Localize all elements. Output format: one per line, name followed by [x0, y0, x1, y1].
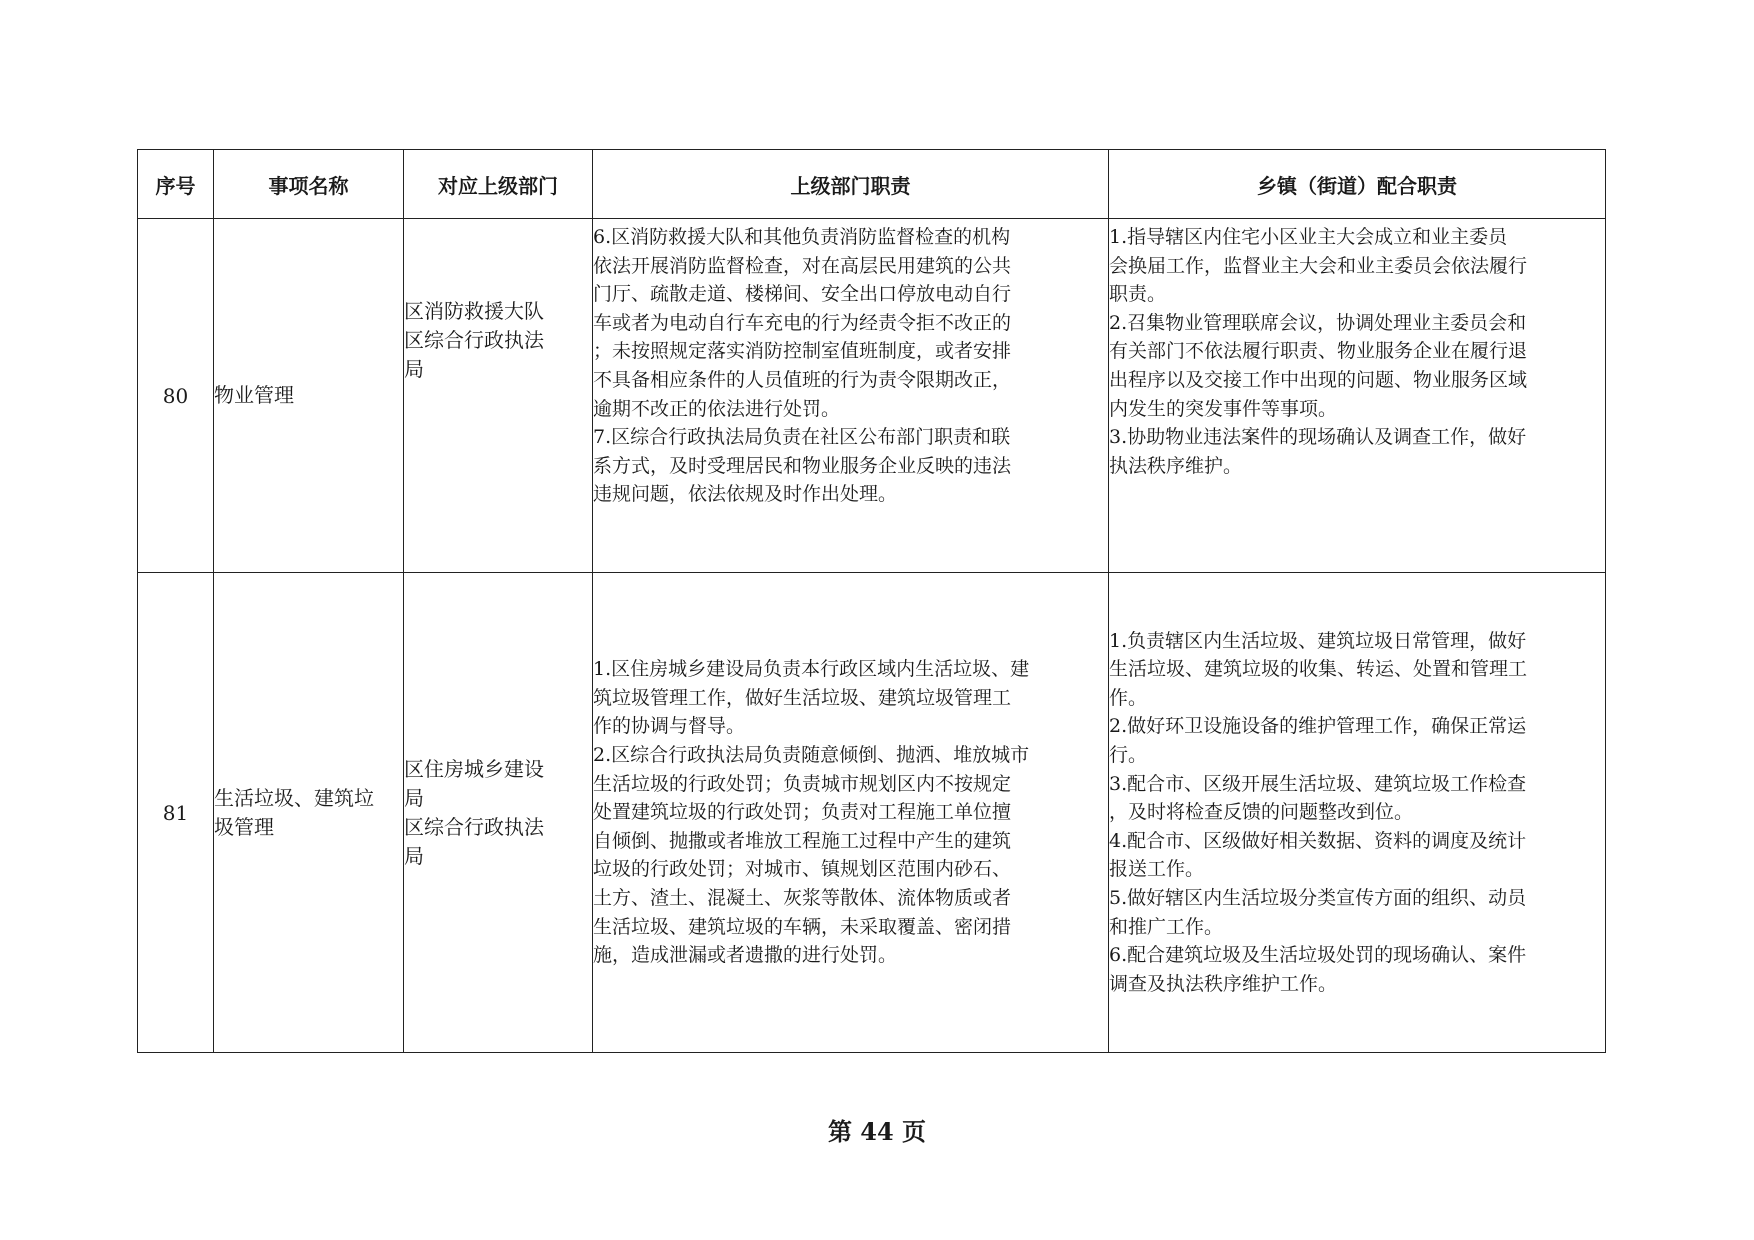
duty-line: 内发生的突发事件等事项。 — [1109, 397, 1338, 420]
duty-line: 门厅、疏散走道、楼梯间、安全出口停放电动自行 — [593, 283, 1012, 306]
duty-line: 筑垃圾管理工作，做好生活垃圾、建筑垃圾管理工 — [593, 686, 1012, 709]
upper-duty — [593, 573, 1109, 1053]
duty-line: 依法开展消防监督检查，对在高层民用建筑的公共 — [593, 254, 1012, 277]
duty-line: 生活垃圾、建筑垃圾的车辆，未采取覆盖、密闭措 — [593, 915, 1012, 938]
duty-line: 违规问题，依法依规及时作出处理。 — [593, 483, 898, 506]
duty-line: 1.指导辖区内住宅小区业主大会成立和业主委员 — [1109, 226, 1508, 248]
table-row — [138, 219, 1606, 573]
duty-line: 车或者为电动自行车充电的行为经责令拒不改正的 — [593, 311, 1012, 334]
dept-line: 区综合行政执法 — [404, 814, 544, 839]
town-duty — [1109, 219, 1606, 573]
header-upper-duty: 上级部门职责 — [593, 150, 1109, 219]
dept-line: 区住房城乡建设 — [404, 756, 544, 781]
dept-line: 局 — [404, 357, 424, 381]
item-name-line: 生活垃圾、建筑垃 — [214, 785, 374, 810]
row-index: 80 — [138, 219, 214, 573]
upper-dept — [404, 573, 593, 1053]
duty-line: ，及时将检查反馈的问题整改到位。 — [1109, 801, 1414, 824]
duty-line: 6.配合建筑垃圾及生活垃圾处罚的现场确认、案件 — [1109, 944, 1527, 967]
item-name — [214, 573, 404, 1053]
duty-line: 生活垃圾、建筑垃圾的收集、转运、处置和管理工 — [1109, 658, 1528, 681]
duty-line: 3.协助物业违法案件的现场确认及调查工作，做好 — [1109, 426, 1527, 449]
duty-line: 2.召集物业管理联席会议，协调处理业主委员会和 — [1109, 311, 1527, 334]
header-upper-dept: 对应上级部门 — [404, 150, 593, 219]
duty-line: 5.做好辖区内生活垃圾分类宣传方面的组织、动员 — [1109, 886, 1527, 909]
dept-line: 局 — [404, 785, 424, 810]
item-name — [214, 219, 404, 573]
item-name-line: 圾管理 — [214, 814, 274, 839]
duty-line: 逾期不改正的依法进行处罚。 — [593, 397, 841, 420]
duty-table — [137, 149, 1606, 1053]
duty-line: 行。 — [1109, 744, 1148, 767]
header-row — [138, 150, 1606, 219]
dept-line: 局 — [404, 843, 424, 868]
duty-line: 2.区综合行政执法局负责随意倾倒、抛洒、堆放城市 — [593, 744, 1030, 767]
duty-line: 3.配合市、区级开展生活垃圾、建筑垃圾工作检查 — [1109, 772, 1527, 795]
duty-line: 不具备相应条件的人员值班的行为责令限期改正， — [593, 368, 1012, 391]
duty-line: 生活垃圾的行政处罚；负责城市规划区内不按规定 — [593, 772, 1012, 795]
duty-line: 作。 — [1109, 686, 1148, 709]
duty-line: 出程序以及交接工作中出现的问题、物业服务区域 — [1109, 368, 1528, 391]
table-row — [138, 573, 1606, 1053]
duty-line: 会换届工作，监督业主大会和业主委员会依法履行 — [1109, 254, 1528, 277]
town-duty — [1109, 573, 1606, 1053]
header-item-name: 事项名称 — [214, 150, 404, 219]
item-name-line: 物业管理 — [214, 383, 294, 407]
duty-line: 土方、渣土、混凝土、灰浆等散体、流体物质或者 — [593, 886, 1012, 909]
duty-line: 4.配合市、区级做好相关数据、资料的调度及统计 — [1109, 829, 1527, 852]
upper-duty — [593, 219, 1109, 573]
duty-line: 6.区消防救援大队和其他负责消防监督检查的机构 — [593, 226, 1011, 248]
duty-line: 和推广工作。 — [1109, 915, 1224, 938]
header-index: 序号 — [138, 150, 214, 219]
duty-line: 系方式，及时受理居民和物业服务企业反映的违法 — [593, 454, 1012, 477]
duty-line: 调查及执法秩序维护工作。 — [1109, 972, 1338, 995]
duty-line: 有关部门不依法履行职责、物业服务企业在履行退 — [1109, 340, 1528, 363]
page-number: 第 44 页 — [827, 1117, 927, 1146]
duty-line: 2.做好环卫设施设备的维护管理工作，确保正常运 — [1109, 715, 1527, 738]
duty-line: 7.区综合行政执法局负责在社区公布部门职责和联 — [593, 426, 1011, 449]
row-index: 81 — [138, 573, 214, 1053]
duty-line: 自倾倒、抛撒或者堆放工程施工过程中产生的建筑 — [593, 829, 1012, 852]
duty-line: 1.区住房城乡建设局负责本行政区域内生活垃圾、建 — [593, 658, 1030, 681]
duty-line: 施，造成泄漏或者遗撒的进行处罚。 — [593, 944, 898, 967]
header-town-duty: 乡镇（街道）配合职责 — [1109, 150, 1606, 219]
duty-line: 职责。 — [1109, 283, 1167, 306]
duty-line: 作的协调与督导。 — [593, 715, 746, 738]
dept-line: 区综合行政执法 — [404, 328, 544, 352]
duty-line: 处置建筑垃圾的行政处罚；负责对工程施工单位擅 — [593, 801, 1012, 824]
duty-line: 1.负责辖区内生活垃圾、建筑垃圾日常管理，做好 — [1109, 629, 1527, 652]
duty-line: 垃圾的行政处罚；对城市、镇规划区范围内砂石、 — [593, 858, 1012, 881]
duty-line: ；未按照规定落实消防控制室值班制度，或者安排 — [593, 340, 1012, 363]
upper-dept — [404, 219, 593, 573]
duty-line: 报送工作。 — [1109, 858, 1205, 881]
dept-line: 区消防救援大队 — [404, 299, 544, 323]
duty-line: 执法秩序维护。 — [1109, 454, 1243, 477]
